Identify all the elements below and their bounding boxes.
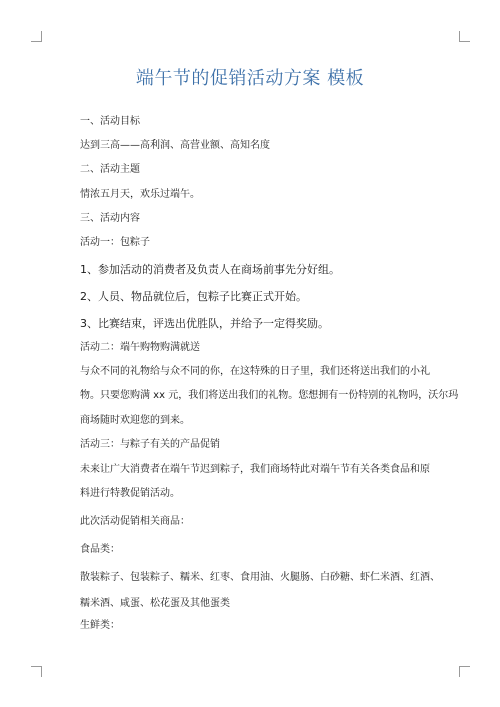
activity-2-line-1: 与众不同的礼物给与众不同的你，在这特殊的日子里，我们还将送出我们的小礼 xyxy=(80,366,430,377)
activity-2-title: 活动二：端午购物购满就送 xyxy=(80,342,200,353)
heading-goal: 一、活动目标 xyxy=(80,116,140,127)
activity-1-item-3: 3、比赛结束，评选出优胜队，并给予一定得奖励。 xyxy=(80,317,329,330)
activity-3-line-3: 此次活动促销相关商品： xyxy=(80,516,190,527)
crop-mark-top-left xyxy=(31,31,42,42)
food-items-line-1: 散装粽子、包装粽子、糯米、红枣、食用油、火腿肠、白砂糖、虾仁米酒、红酒、 xyxy=(80,572,440,583)
activity-2-line-2: 物。只要您购满 xx 元，我们将送出我们的礼物。您想拥有一份特别的礼物吗，沃尔玛 xyxy=(80,390,459,401)
activity-3-line-2: 料进行特教促销活动。 xyxy=(80,488,180,499)
goal-text: 达到三高——高利润、高营业额、高知名度 xyxy=(80,140,270,151)
theme-text: 情浓五月天，欢乐过端午。 xyxy=(80,189,200,200)
activity-3-title: 活动三：与粽子有关的产品促销 xyxy=(80,439,220,450)
activity-3-line-1: 未来让广大消费者在端午节迟到粽子，我们商场特此对端午节有关各类食品和原 xyxy=(80,464,430,475)
activity-1-item-2: 2、人员、物品就位后，包粽子比赛正式开始。 xyxy=(80,290,307,303)
crop-mark-bottom-left xyxy=(31,666,42,677)
crop-mark-bottom-right xyxy=(459,666,470,677)
fresh-heading: 生鲜类： xyxy=(80,620,120,631)
document-title: 端午节的促销活动方案 模板 xyxy=(135,68,365,89)
food-heading: 食品类： xyxy=(80,544,120,555)
activity-2-line-3: 商场随时欢迎您的到来。 xyxy=(80,415,190,426)
activity-1-item-1: 1、参加活动的消费者及负责人在商场前事先分好组。 xyxy=(80,263,340,276)
activity-1-title: 活动一：包粽子 xyxy=(80,237,150,248)
food-items-line-2: 糯米酒、咸蛋、松花蛋及其他蛋类 xyxy=(80,598,230,609)
heading-theme: 二、活动主题 xyxy=(80,164,140,175)
crop-mark-top-right xyxy=(459,31,470,42)
heading-content: 三、活动内容 xyxy=(80,213,140,224)
